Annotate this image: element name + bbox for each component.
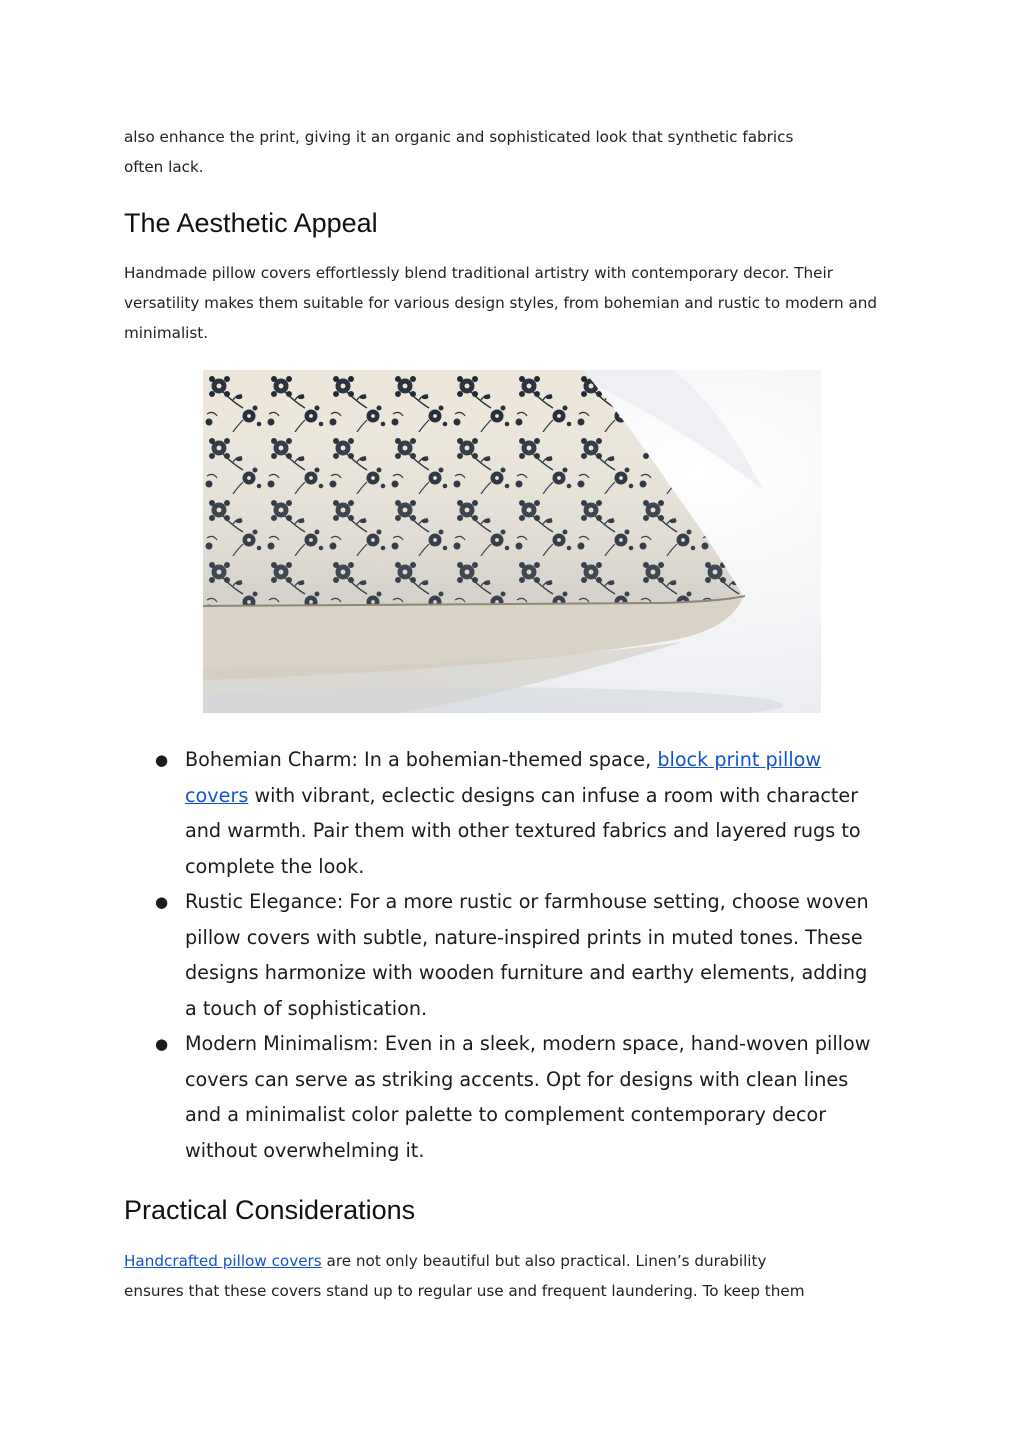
bullet-1-text-start: Bohemian Charm: In a bohemian-themed space, <box>185 748 658 771</box>
bullet-icon: ● <box>155 751 169 769</box>
bullet-1-text-end: with vibrant, eclectic designs can infuse a room with character and warmth. Pair them with other textured fabrics and layered rugs to complete the look. <box>185 783 861 878</box>
list-item <box>155 884 885 1026</box>
aesthetic-paragraph: Handmade pillow covers effortlessly blend traditional artistry with contemporary decor. Their versatility makes them suitable for various design styles, from bohemian and rustic to modern and minimalist. <box>124 264 878 342</box>
bullet-icon: ● <box>155 893 169 911</box>
pillow-photo <box>203 370 821 713</box>
practical-heading: Practical Considerations <box>124 1195 416 1225</box>
list-item <box>155 742 885 884</box>
intro-line-2: often lack. <box>124 158 204 176</box>
block-print-pillow-covers-link[interactable]: block print pillow covers <box>185 748 822 807</box>
practical-paragraph <box>124 1246 914 1306</box>
list-item <box>155 1026 885 1168</box>
practical-line-1-rest: are not only beautiful but also practical. Linen’s durability <box>321 1252 767 1270</box>
pillow-illustration <box>203 370 821 713</box>
bullet-icon: ● <box>155 1035 169 1053</box>
style-bullet-list <box>155 742 885 1168</box>
bullet-2-text: Rustic Elegance: For a more rustic or farmhouse setting, choose woven pillow covers with subtle, nature-inspired prints in muted tones. These designs harmonize with wooden furniture and earthy elements, adding a touch of sophistication. <box>185 890 869 1020</box>
aesthetic-heading: The Aesthetic Appeal <box>124 208 378 238</box>
bullet-3-text: Modern Minimalism: Even in a sleek, modern space, hand-woven pillow covers can serve as striking accents. Opt for designs with clean lines and a minimalist color palette to complement contemporary decor without overwhelming it. <box>185 1032 871 1162</box>
practical-line-2: ensures that these covers stand up to regular use and frequent laundering. To keep them <box>124 1282 805 1300</box>
handcrafted-pillow-covers-link[interactable]: Handcrafted pillow covers <box>124 1252 322 1270</box>
intro-line-1: also enhance the print, giving it an organic and sophisticated look that synthetic fabrics <box>124 128 794 146</box>
intro-paragraph <box>124 122 900 182</box>
